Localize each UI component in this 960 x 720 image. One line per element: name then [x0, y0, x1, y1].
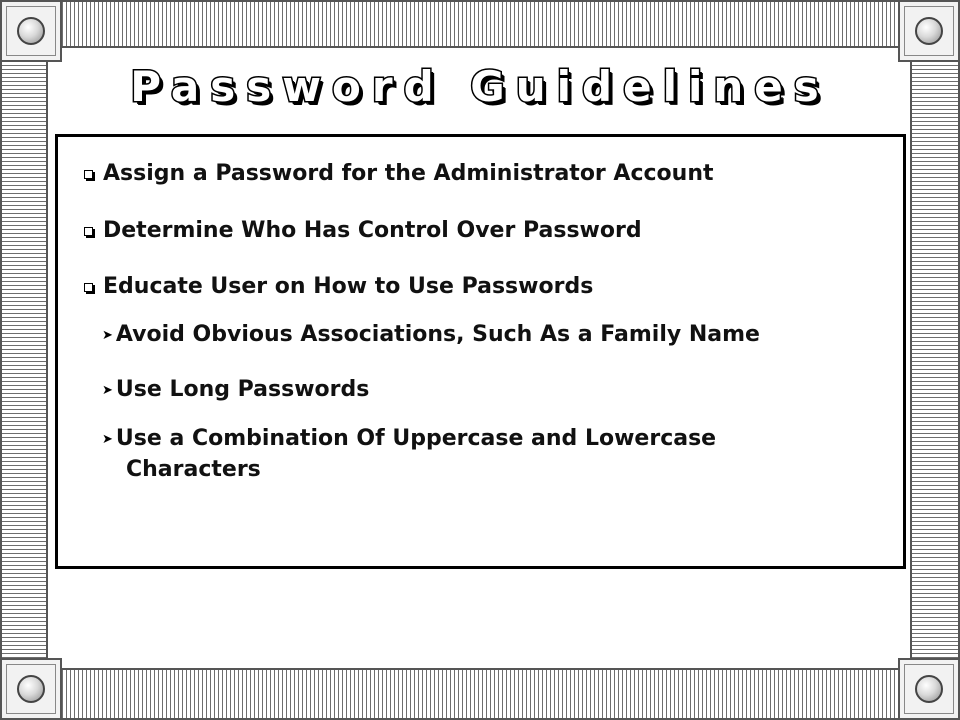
sub-bullet-item	[102, 375, 369, 406]
bullet-text: Assign a Password for the Administrator Account	[103, 161, 714, 186]
rivet-icon	[17, 17, 45, 45]
top-right-corner	[898, 0, 960, 62]
sub-bullet-text: Use a Combination Of Uppercase and Lowercase	[115, 426, 717, 451]
left-hatched-border	[0, 56, 48, 664]
right-hatched-border	[910, 56, 960, 664]
bullet-item	[84, 159, 714, 189]
square-bullet-icon	[84, 283, 93, 292]
sub-bullet-item	[102, 320, 760, 351]
top-hatched-border	[56, 0, 904, 48]
content-box	[55, 134, 906, 569]
rivet-icon	[915, 675, 943, 703]
bullet-text: Educate User on How to Use Passwords	[103, 274, 594, 299]
bottom-right-corner	[898, 658, 960, 720]
bullet-text: Determine Who Has Control Over Password	[103, 218, 642, 243]
sub-bullet-continuation: Characters	[126, 457, 261, 482]
arrow-bullet-icon: ➤	[102, 383, 113, 398]
rivet-icon	[17, 675, 45, 703]
arrow-bullet-icon: ➤	[102, 432, 113, 447]
sub-bullet-text: Avoid Obvious Associations, Such As a Family Name	[115, 322, 760, 347]
bottom-left-corner	[0, 658, 62, 720]
top-left-corner	[0, 0, 62, 62]
rivet-icon	[915, 17, 943, 45]
bottom-hatched-border	[56, 668, 904, 720]
sub-bullet-text: Use Long Passwords	[115, 377, 370, 402]
sub-bullet-item	[102, 424, 716, 455]
bullet-item	[84, 272, 593, 302]
bullet-item	[84, 216, 642, 246]
square-bullet-icon	[84, 170, 93, 179]
arrow-bullet-icon: ➤	[102, 328, 113, 343]
square-bullet-icon	[84, 227, 93, 236]
slide-title: Password Guidelines	[130, 62, 830, 111]
